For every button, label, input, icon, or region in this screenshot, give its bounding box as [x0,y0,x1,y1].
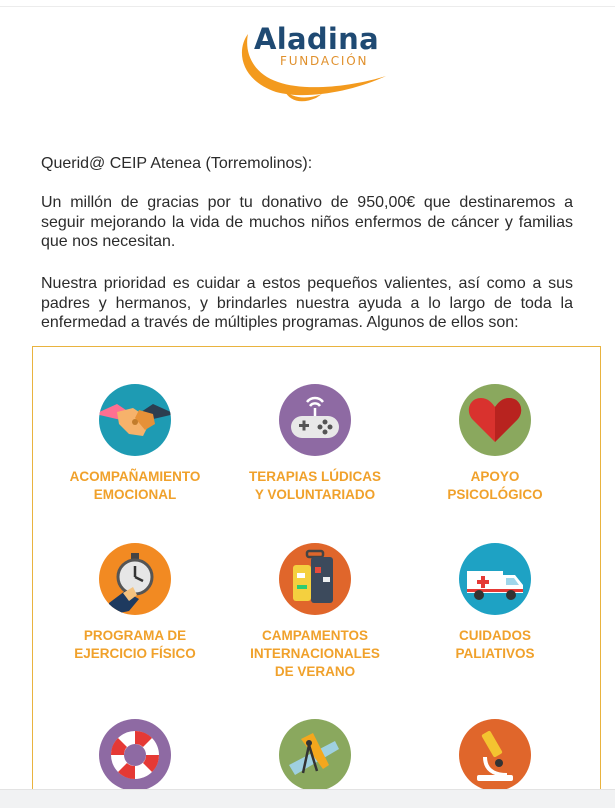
luggage-icon [279,543,351,615]
program-label: TERAPIAS LÚDICAS Y VOLUNTARIADO [248,469,381,502]
program-item-9[interactable] [405,719,585,791]
logo-subtitle: FUNDACIÓN [280,54,369,68]
handshake-icon [99,384,171,456]
logo-wordmark: Aladina [254,22,379,56]
gamepad-icon [279,384,351,456]
program-item-8[interactable] [225,719,405,791]
ambulance-icon [459,543,531,615]
lifebuoy-icon [99,719,171,791]
greeting: Querid@ CEIP Atenea (Torremolinos): [41,155,313,172]
top-divider [0,6,615,7]
microscope-icon [459,719,531,791]
tools-icon [279,719,351,791]
program-label: ACOMPAÑAMIENTO EMOCIONAL [69,469,201,502]
thanks-paragraph: Un millón de gracias por tu donativo de 950,00€ que destinaremos a seguir mejorando la vida de muchos niños enfermos de cáncer y familias que nos necesitan. [41,194,573,250]
stopwatch-icon [99,543,171,615]
program-physical-exercise[interactable] [45,543,225,663]
program-label: APOYO PSICOLÓGICO [447,469,543,502]
program-label: CAMPAMENTOS INTERNACIONALES DE VERANO [250,628,380,679]
program-psychological-support[interactable] [405,384,585,504]
program-label: PROGRAMA DE EJERCICIO FÍSICO [74,628,196,661]
aladina-logo[interactable] [236,20,396,106]
program-palliative-care[interactable] [405,543,585,663]
program-international-camps[interactable] [225,543,405,681]
program-play-therapy[interactable] [225,384,405,504]
program-item-7[interactable] [45,719,225,791]
priority-paragraph: Nuestra prioridad es cuidar a estos pequeños valientes, así como a sus padres y hermanos, y brindarles nuestra ayuda a lo largo de toda la enfermedad a través de múltiples programas. Algunos de ellos son: [41,275,573,331]
heart-icon [459,384,531,456]
program-emotional-support[interactable] [45,384,225,504]
programs-panel [32,346,601,806]
bottom-scroll-bar [0,789,615,808]
program-label: CUIDADOS PALIATIVOS [455,628,535,661]
